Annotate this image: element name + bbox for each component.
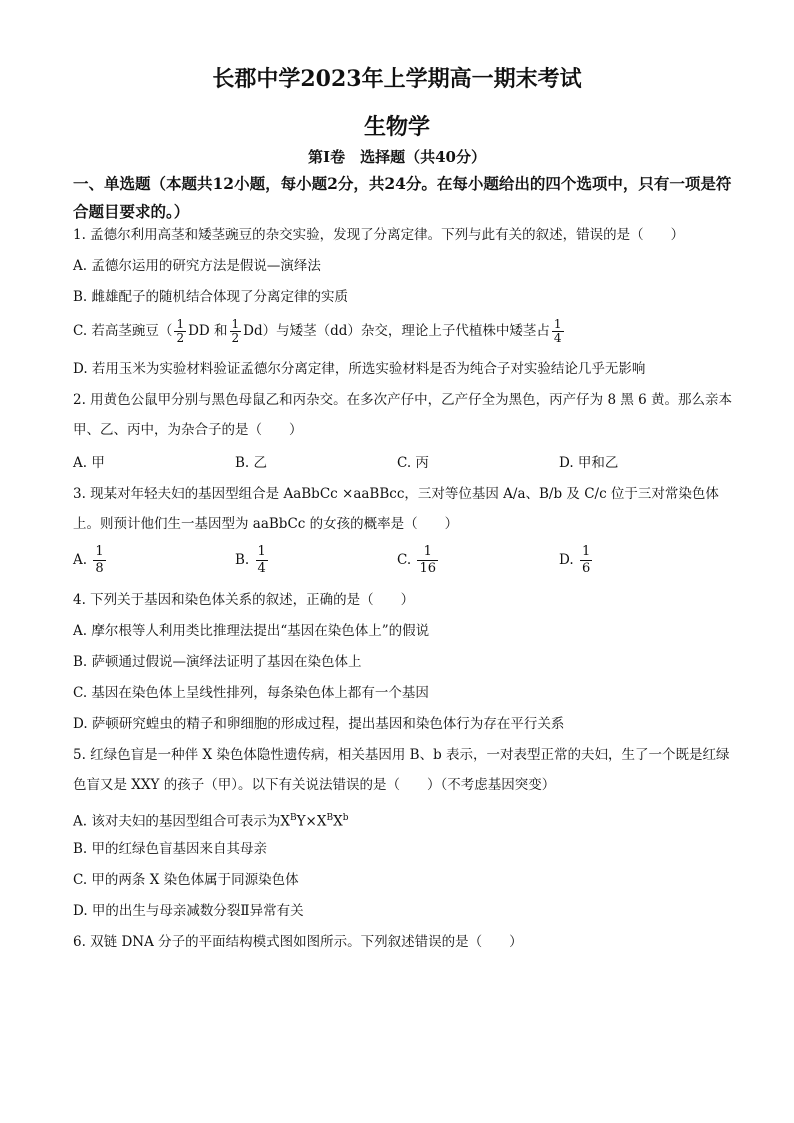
q1-option-c-text-2: DD 和 <box>188 323 228 339</box>
q1-option-d: D. 若用玉米为实验材料验证孟德尔分离定律，所选实验材料是否为纯合子对实验结论几乎无影响 <box>73 361 646 377</box>
q1-stem: 1. 孟德尔利用高茎和矮茎豌豆的杂交实验，发现了分离定律。下列与此有关的叙述，错误的是（ ） <box>73 227 685 243</box>
q3-fraction-c: $\frac{1}{16}$ <box>419 544 436 576</box>
exam-subject: 生物学 <box>363 114 430 140</box>
q1-fraction-1: $\frac{1}{2}$ <box>176 317 185 345</box>
q3-options <box>73 544 733 577</box>
q2-stem: 2. 用黄色公鼠甲分别与黑色母鼠乙和丙杂交。在多次产仔中，乙产仔全为黑色，丙产仔为 8 黑 6 黄。那么亲本甲、乙、丙中，为杂合子的是（ ） <box>73 392 733 438</box>
q1-option-c <box>73 318 733 345</box>
q3-option-d: D. $\frac{1}{6}$ <box>559 544 591 576</box>
q1-fraction-3: $\frac{1}{4}$ <box>553 317 562 345</box>
q2-option-b: B. 乙 <box>235 455 268 471</box>
q2-option-c: C. 丙 <box>397 455 429 471</box>
q1-option-a: A. 孟德尔运用的研究方法是假说—演绎法 <box>73 258 321 274</box>
q2-option-a: A. 甲 <box>73 455 105 471</box>
q3-fraction-d: $\frac{1}{6}$ <box>581 544 591 576</box>
q2-options <box>73 453 733 473</box>
q3-option-b: B. $\frac{1}{4}$ <box>235 544 266 576</box>
q5-option-b: B. 甲的红绿色盲基因来自其母亲 <box>73 841 268 857</box>
q3-option-a: A. $\frac{1}{8}$ <box>73 544 104 576</box>
q1-option-c-text-1: C. 若高茎豌豆（ <box>73 323 173 339</box>
q4-option-a: A. 摩尔根等人利用类比推理法提出“基因在染色体上”的假说 <box>73 623 430 639</box>
q4-option-c: C. 基因在染色体上呈线性排列，每条染色体上都有一个基因 <box>73 685 429 701</box>
q6-stem: 6. 双链 DNA 分子的平面结构模式图如图所示。下列叙述错误的是（ ） <box>73 934 523 950</box>
q5-option-d: D. 甲的出生与母亲减数分裂Ⅱ异常有关 <box>73 903 304 919</box>
q4-option-b: B. 萨顿通过假说—演绎法证明了基因在染色体上 <box>73 654 362 670</box>
exam-title: 长郡中学2023年上学期高一期末考试 <box>212 66 582 92</box>
q5-option-a: A. 该对夫妇的基因型组合可表示为$X^BY\times X^BX^b$ <box>73 813 349 830</box>
q2-option-d: D. 甲和乙 <box>559 455 619 471</box>
q3-option-c: C. $\frac{1}{16}$ <box>397 544 436 576</box>
q3-fraction-a: $\frac{1}{8}$ <box>95 544 104 576</box>
q3-stem: 3. 现某对年轻夫妇的基因型组合是 AaBbCc ×aaBBcc，三对等位基因 A/a、B/b 及 C/c 位于三对常染色体上。则预计他们生一基因型为 aaBbCc 的女孩的概率是（ ） <box>73 486 719 532</box>
q5-option-c: C. 甲的两条 X 染色体属于同源染色体 <box>73 872 299 888</box>
q1-option-b: B. 雌雄配子的随机结合体现了分离定律的实质 <box>73 289 349 305</box>
q1-option-c-text-3: Dd）与矮茎（dd）杂交，理论上子代植株中矮茎占 <box>243 323 550 339</box>
q3-fraction-b: $\frac{1}{4}$ <box>257 544 266 576</box>
q4-option-d: D. 萨顿研究蝗虫的精子和卵细胞的形成过程，提出基因和染色体行为存在平行关系 <box>73 716 565 732</box>
q4-stem: 4. 下列关于基因和染色体关系的叙述，正确的是（ ） <box>73 592 415 608</box>
exam-part-heading: 第Ⅰ卷 选择题（共40分） <box>308 148 486 166</box>
q5-stem: 5. 红绿色盲是一种伴 X 染色体隐性遗传病，相关基因用 B、b 表示，一对表型正常的夫妇，生了一个既是红绿色盲又是 XXY 的孩子（甲）。以下有关说法错误的是（ ）（不考虑基因突变） <box>73 747 730 793</box>
q1-fraction-2: $\frac{1}{2}$ <box>231 317 240 345</box>
section-instructions: 一、单选题（本题共12小题，每小题2分，共24分。在每小题给出的四个选项中，只有一项是符合题目要求的。） <box>73 174 732 221</box>
